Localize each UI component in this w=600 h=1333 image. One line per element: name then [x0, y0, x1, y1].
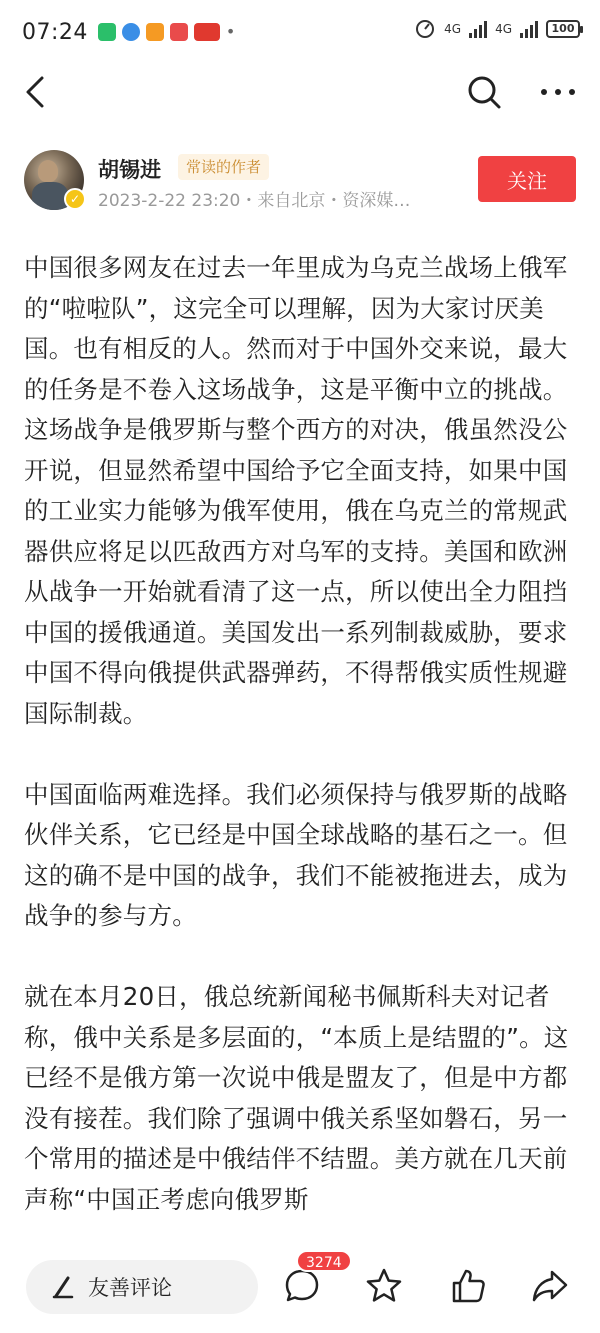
- signal-icon: [469, 20, 487, 38]
- status-bar: [0, 0, 600, 64]
- like-icon[interactable]: [448, 1266, 488, 1306]
- pen-icon: [50, 1274, 76, 1300]
- comment-placeholder: 友善评论: [88, 1276, 172, 1300]
- status-time: 07:24: [22, 19, 88, 45]
- bottom-bar: [0, 1248, 600, 1333]
- data-saver-icon: [414, 18, 436, 40]
- nav-bar: [0, 64, 600, 120]
- more-notifications-icon: •: [225, 22, 236, 41]
- network-type-1: 4G: [444, 22, 462, 36]
- author-tag: 常读的作者: [178, 154, 269, 180]
- comment-count-badge: 3274: [296, 1250, 352, 1272]
- signal-icon: [520, 20, 538, 38]
- back-arrow-icon[interactable]: [18, 72, 54, 112]
- app-notification-icon: [194, 23, 220, 41]
- search-icon[interactable]: [464, 72, 504, 112]
- article-paragraph: 中国面临两难选择。我们必须保持与俄罗斯的战略伙伴关系，它已经是中国全球战略的基石之一。但这的确不是中国的战争，我们不能被拖进去，成为战争的参与方。: [24, 779, 568, 930]
- article-body: [24, 248, 580, 1220]
- network-type-2: 4G: [495, 22, 512, 36]
- verified-icon: ✓: [64, 188, 86, 210]
- share-icon[interactable]: [530, 1266, 570, 1306]
- article-paragraph: 中国很多网友在过去一年里成为乌克兰战场上俄军的“啦啦队”，这完全可以理解，因为大家讨厌美国。也有相反的人。然而对于中国外交来说，最大的任务是不卷入这场战争，这是平衡中立的挑战。: [24, 253, 568, 404]
- follow-button[interactable]: 关注: [478, 156, 576, 202]
- comment-input[interactable]: [26, 1260, 258, 1314]
- status-indicators: [414, 18, 580, 40]
- post-meta: 2023-2-22 23:20・来自北京・资深媒…: [98, 191, 411, 211]
- author-name[interactable]: 胡锡进: [98, 158, 161, 182]
- app-notification-icon: [146, 23, 164, 41]
- app-notification-icon: [170, 23, 188, 41]
- star-icon[interactable]: [364, 1266, 404, 1306]
- app-notification-icon: [98, 23, 116, 41]
- notification-icons: [98, 23, 235, 41]
- battery-icon: 100: [546, 20, 580, 38]
- author-row: [24, 150, 576, 212]
- app-notification-icon: [122, 23, 140, 41]
- more-icon[interactable]: [536, 72, 580, 112]
- article-paragraph: 就在本月20日，俄总统新闻秘书佩斯科夫对记者称，俄中关系是多层面的，“本质上是结盟的”。这已经不是俄方第一次说中俄是盟友了，但是中方都没有接茬。我们除了强调中俄关系坚如磐石，另一个常用的描述是中俄结伴不结盟。美方就在几天前声称“中国正考虑向俄罗斯: [24, 982, 569, 1214]
- article-paragraph: 这场战争是俄罗斯与整个西方的对决，俄虽然没公开说，但显然希望中国给予它全面支持，如果中国的工业实力能够为俄军使用，俄在乌克兰的常规武器供应将足以匹敌西方对乌军的支持。美国和欧洲从战争一开始就看清了这一点，所以使出全力阻挡中国的援俄通道。美国发出一系列制裁威胁，要求中国不得向俄提供武器弹药，不得帮俄实质性规避国际制裁。: [24, 415, 568, 728]
